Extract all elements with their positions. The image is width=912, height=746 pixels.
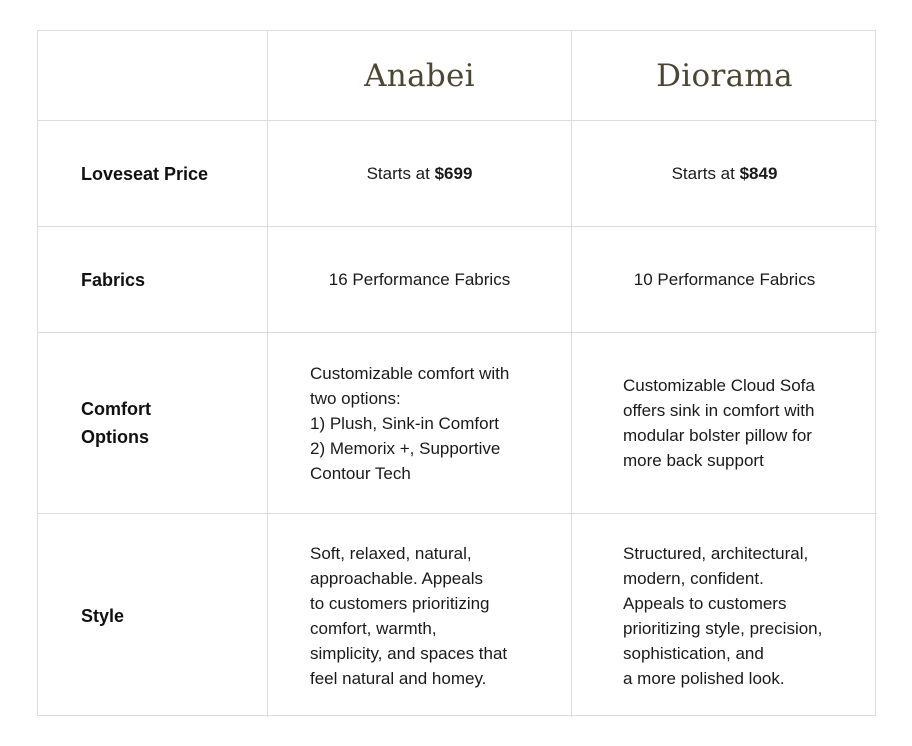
diorama-fabrics-cell (572, 227, 877, 333)
brand-diorama-title: Diorama (656, 57, 793, 94)
anabei-fabrics-text: 16 Performance Fabrics (328, 269, 511, 289)
row-label-comfort-options (38, 333, 268, 514)
fabrics-label: Fabrics (81, 269, 146, 290)
anabei-comfort-cell (268, 333, 572, 514)
diorama-price-value: $849 (739, 163, 778, 183)
diorama-comfort-text: Customizable Cloud Sofa offers sink in comfort with modular bolster pillow for more back support (623, 376, 815, 470)
style-label: Style (81, 605, 125, 626)
anabei-comfort-text: Customizable comfort with two options: 1) Plush, Sink-in Comfort 2) Memorix +, Supportive Contour Tech (310, 363, 510, 483)
anabei-fabrics-cell (268, 227, 572, 333)
header-brand-diorama (572, 31, 877, 121)
header-empty-cell (38, 31, 268, 121)
brand-anabei-title: Anabei (364, 57, 475, 94)
diorama-style-text: Structured, architectural, modern, confident. Appeals to customers prioritizing style, precision, sophistication, and a more polished look. (623, 543, 823, 688)
anabei-style-text: Soft, relaxed, natural, approachable. Appeals to customers prioritizing comfort, warmth, simplicity, and spaces that feel natural and homey. (310, 543, 508, 688)
row-label-fabrics (38, 227, 268, 333)
anabei-price-prefix: Starts at (366, 163, 435, 183)
row-label-style (38, 514, 268, 717)
comfort-options-label: Comfort Options (81, 399, 151, 447)
diorama-price-cell (572, 121, 877, 227)
loveseat-price-label: Loveseat Price (81, 163, 209, 184)
row-label-loveseat-price (38, 121, 268, 227)
anabei-price-value: $699 (434, 163, 473, 183)
comparison-table (37, 30, 876, 716)
header-brand-anabei (268, 31, 572, 121)
anabei-style-cell (268, 514, 572, 717)
diorama-style-cell (572, 514, 877, 717)
diorama-price-prefix: Starts at (671, 163, 740, 183)
diorama-fabrics-text: 10 Performance Fabrics (633, 269, 816, 289)
anabei-price-cell (268, 121, 572, 227)
diorama-comfort-cell (572, 333, 877, 514)
